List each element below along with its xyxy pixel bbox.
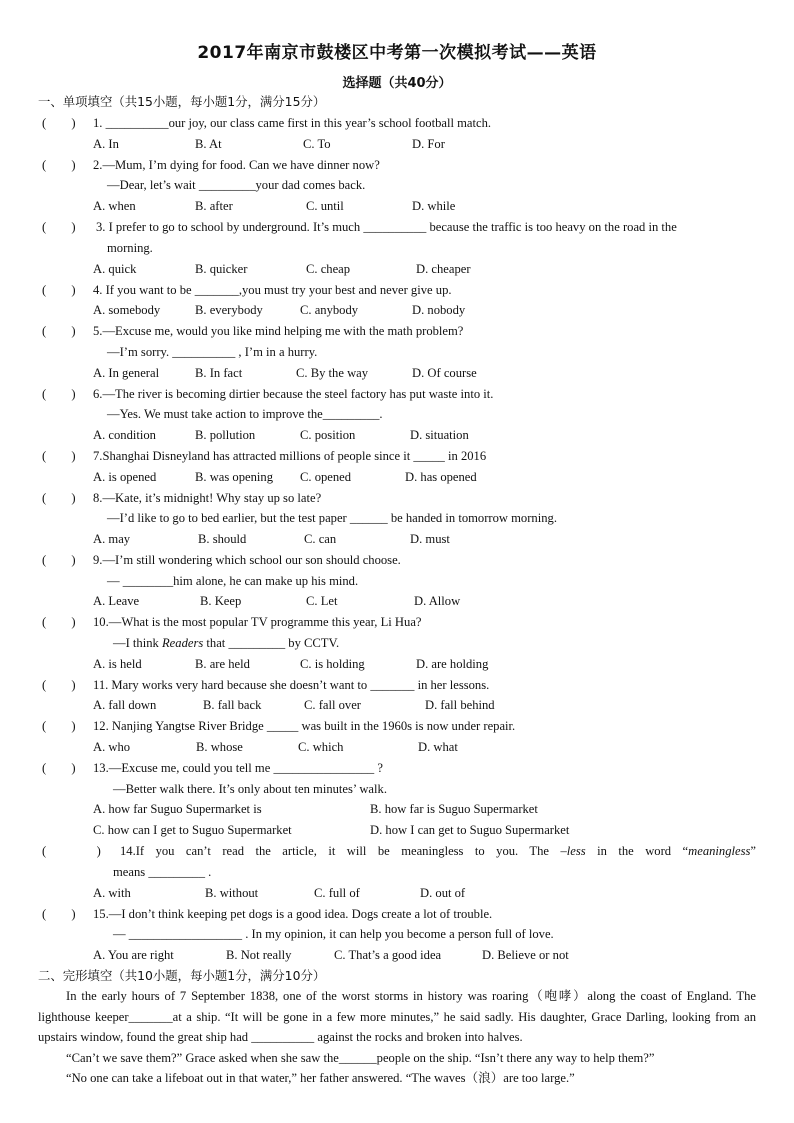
option-c: C. fall over [304,698,362,712]
answer-bracket: ( ) [42,844,101,858]
option-c: C. how can I get to Suguo Supermarket [93,823,292,837]
option-a: A. condition [93,428,156,442]
question-2-reply: —Dear, let’s wait _________your dad comes back. [107,178,366,192]
option-b: B. should [198,532,247,546]
option-b: B. are held [195,657,250,671]
question-italic: –less [560,844,586,858]
option-c: C. That’s a good idea [334,948,442,962]
option-a: A. You are right [93,948,174,962]
section-heading: 一、单项填空（共15小题，每小题1分，满分15分） [38,94,326,109]
option-d: D. has opened [405,470,477,484]
option-b: B. fall back [203,698,262,712]
option-a: A. fall down [93,698,157,712]
question-3-cont: morning. [107,241,153,255]
option-c: C. is holding [300,657,365,671]
option-b: B. Not really [226,948,292,962]
option-d: D. are holding [416,657,489,671]
question-8-reply: —I’d like to go to bed earlier, but the test paper ______ be handed in tomorrow morning. [107,511,557,525]
option-d: D. what [418,740,458,754]
question-4: 4. If you want to be _______,you must try your best and never give up. [93,283,452,297]
answer-bracket: ( ) [42,491,76,505]
option-c: C. cheap [306,262,351,276]
reply-text: that _________ by CCTV. [203,636,340,650]
option-b: B. In fact [195,366,243,380]
question-15: 15.—I don’t think keeping pet dogs is a good idea. Dogs create a lot of trouble. [93,907,493,921]
option-c: C. anybody [300,303,359,317]
question-10: 10.—What is the most popular TV programme this year, Li Hua? [93,615,422,629]
answer-bracket: ( ) [42,324,76,338]
option-a: A. Leave [93,594,140,608]
question-13-reply: —Better walk there. It’s only about ten minutes’ walk. [113,782,387,796]
question-7: 7.Shanghai Disneyland has attracted millions of people since it _____ in 2016 [93,449,487,463]
option-b: B. whose [196,740,243,754]
cloze-passage [38,986,756,1089]
answer-bracket: ( ) [42,116,76,130]
option-b: B. At [195,137,222,151]
question-2: 2.—Mum, I’m dying for food. Can we have dinner now? [93,158,380,172]
answer-bracket: ( ) [42,761,76,775]
question-1: 1. __________our joy, our class came first in this year’s school football match. [93,116,492,130]
option-d: D. out of [420,886,466,900]
exam-subtitle: 选择题（共40分） [342,76,452,91]
option-a: A. who [93,740,131,754]
passage-paragraph: In the early hours of 7 September 1838, one of the worst storms in history was roaring（咆哮）along the coast of England. The lighthouse keeper_______at a ship. “It will be gone in a few more minutes,” he said sadly. His daughter, Grace Darling, looking from an upstairs window, found the great ship had __________ against the rocks and broken into halves. [38,989,756,1045]
option-d: D. must [410,532,450,546]
passage-paragraph: “Can’t we save them?” Grace asked when she saw the______people on the ship. “Isn’t there any way to help them?” [66,1050,655,1065]
option-b: B. without [205,886,259,900]
option-d: D. Believe or not [482,948,569,962]
answer-bracket: ( ) [42,615,76,629]
option-c: C. To [303,137,331,151]
option-a: A. may [93,532,131,546]
answer-bracket: ( ) [42,553,76,567]
option-a: A. In [93,137,119,151]
option-d: D. situation [410,428,469,442]
option-b: B. Keep [200,594,242,608]
question-15-reply: — __________________ . In my opinion, it can help you become a person full of love. [113,927,554,941]
answer-bracket: ( ) [42,220,76,234]
question-5: 5.—Excuse me, would you like mind helping me with the math problem? [93,324,464,338]
question-14-cont: means _________ . [113,865,212,879]
question-text: in the word “ [585,844,689,858]
option-d: D. fall behind [425,698,495,712]
option-b: B. after [195,199,233,213]
question-9-reply: — ________him alone, he can make up his mind. [107,574,359,588]
option-a: A. In general [93,366,160,380]
answer-bracket: ( ) [42,158,76,172]
option-a: A. when [93,199,136,213]
passage-paragraph: “No one can take a lifeboat out in that water,” her father answered. “The waves（浪）are too large.” [66,1071,575,1086]
option-d: D. cheaper [416,262,471,276]
question-3: 3. I prefer to go to school by underground. It’s much __________ because the traffic is too heavy on the road in the [96,220,677,234]
question-11: 11. Mary works very hard because she doesn’t want to _______ in her lessons. [93,678,490,692]
answer-bracket: ( ) [42,283,76,297]
answer-bracket: ( ) [42,449,76,463]
question-6-reply: —Yes. We must take action to improve the_________. [107,407,383,421]
option-a: A. how far Suguo Supermarket is [93,802,262,816]
section-heading: 二、完形填空（共10小题，每小题1分，满分10分） [38,968,326,983]
option-c: C. By the way [296,366,369,380]
option-d: D. nobody [412,303,466,317]
answer-bracket: ( ) [42,907,76,921]
reply-text: —I think [113,636,162,650]
answer-bracket: ( ) [42,387,76,401]
option-c: C. Let [306,594,338,608]
option-b: B. pollution [195,428,256,442]
option-d: D. Allow [414,594,461,608]
question-10-reply [113,635,339,651]
option-d: D. how I can get to Suguo Supermarket [370,823,570,837]
exam-title: 2017年南京市鼓楼区中考第一次模拟考试——英语 [197,43,597,63]
option-c: C. can [304,532,337,546]
option-c: C. until [306,199,344,213]
option-d: D. while [412,199,456,213]
option-c: C. full of [314,886,360,900]
option-b: B. was opening [195,470,274,484]
question-6: 6.—The river is becoming dirtier because the steel factory has put waste into it. [93,387,494,401]
answer-bracket: ( ) [42,719,76,733]
question-9: 9.—I’m still wondering which school our son should choose. [93,553,401,567]
option-b: B. everybody [195,303,263,317]
option-c: C. which [298,740,344,754]
option-a: A. somebody [93,303,161,317]
question-13: 13.—Excuse me, could you tell me ________________ ? [93,761,383,775]
question-text: 14.If you can’t read the article, it will be meaningless to you. The [120,844,561,858]
option-a: A. is held [93,657,142,671]
option-d: D. For [412,137,445,151]
answer-bracket: ( ) [42,678,76,692]
option-b: B. quicker [195,262,248,276]
option-c: C. position [300,428,356,442]
option-a: A. with [93,886,131,900]
option-d: D. Of course [412,366,477,380]
question-12: 12. Nanjing Yangtse River Bridge _____ was built in the 1960s is now under repair. [93,719,516,733]
question-italic: meaningless [688,844,751,858]
option-b: B. how far is Suguo Supermarket [370,802,538,816]
question-5-reply: —I’m sorry. __________ , I’m in a hurry. [107,345,318,359]
option-a: A. quick [93,262,137,276]
reply-italic: Readers [161,636,204,650]
question-text: ” [750,844,756,858]
question-8: 8.—Kate, it’s midnight! Why stay up so late? [93,491,322,505]
question-14 [120,843,756,859]
option-a: A. is opened [93,470,157,484]
option-c: C. opened [300,470,352,484]
